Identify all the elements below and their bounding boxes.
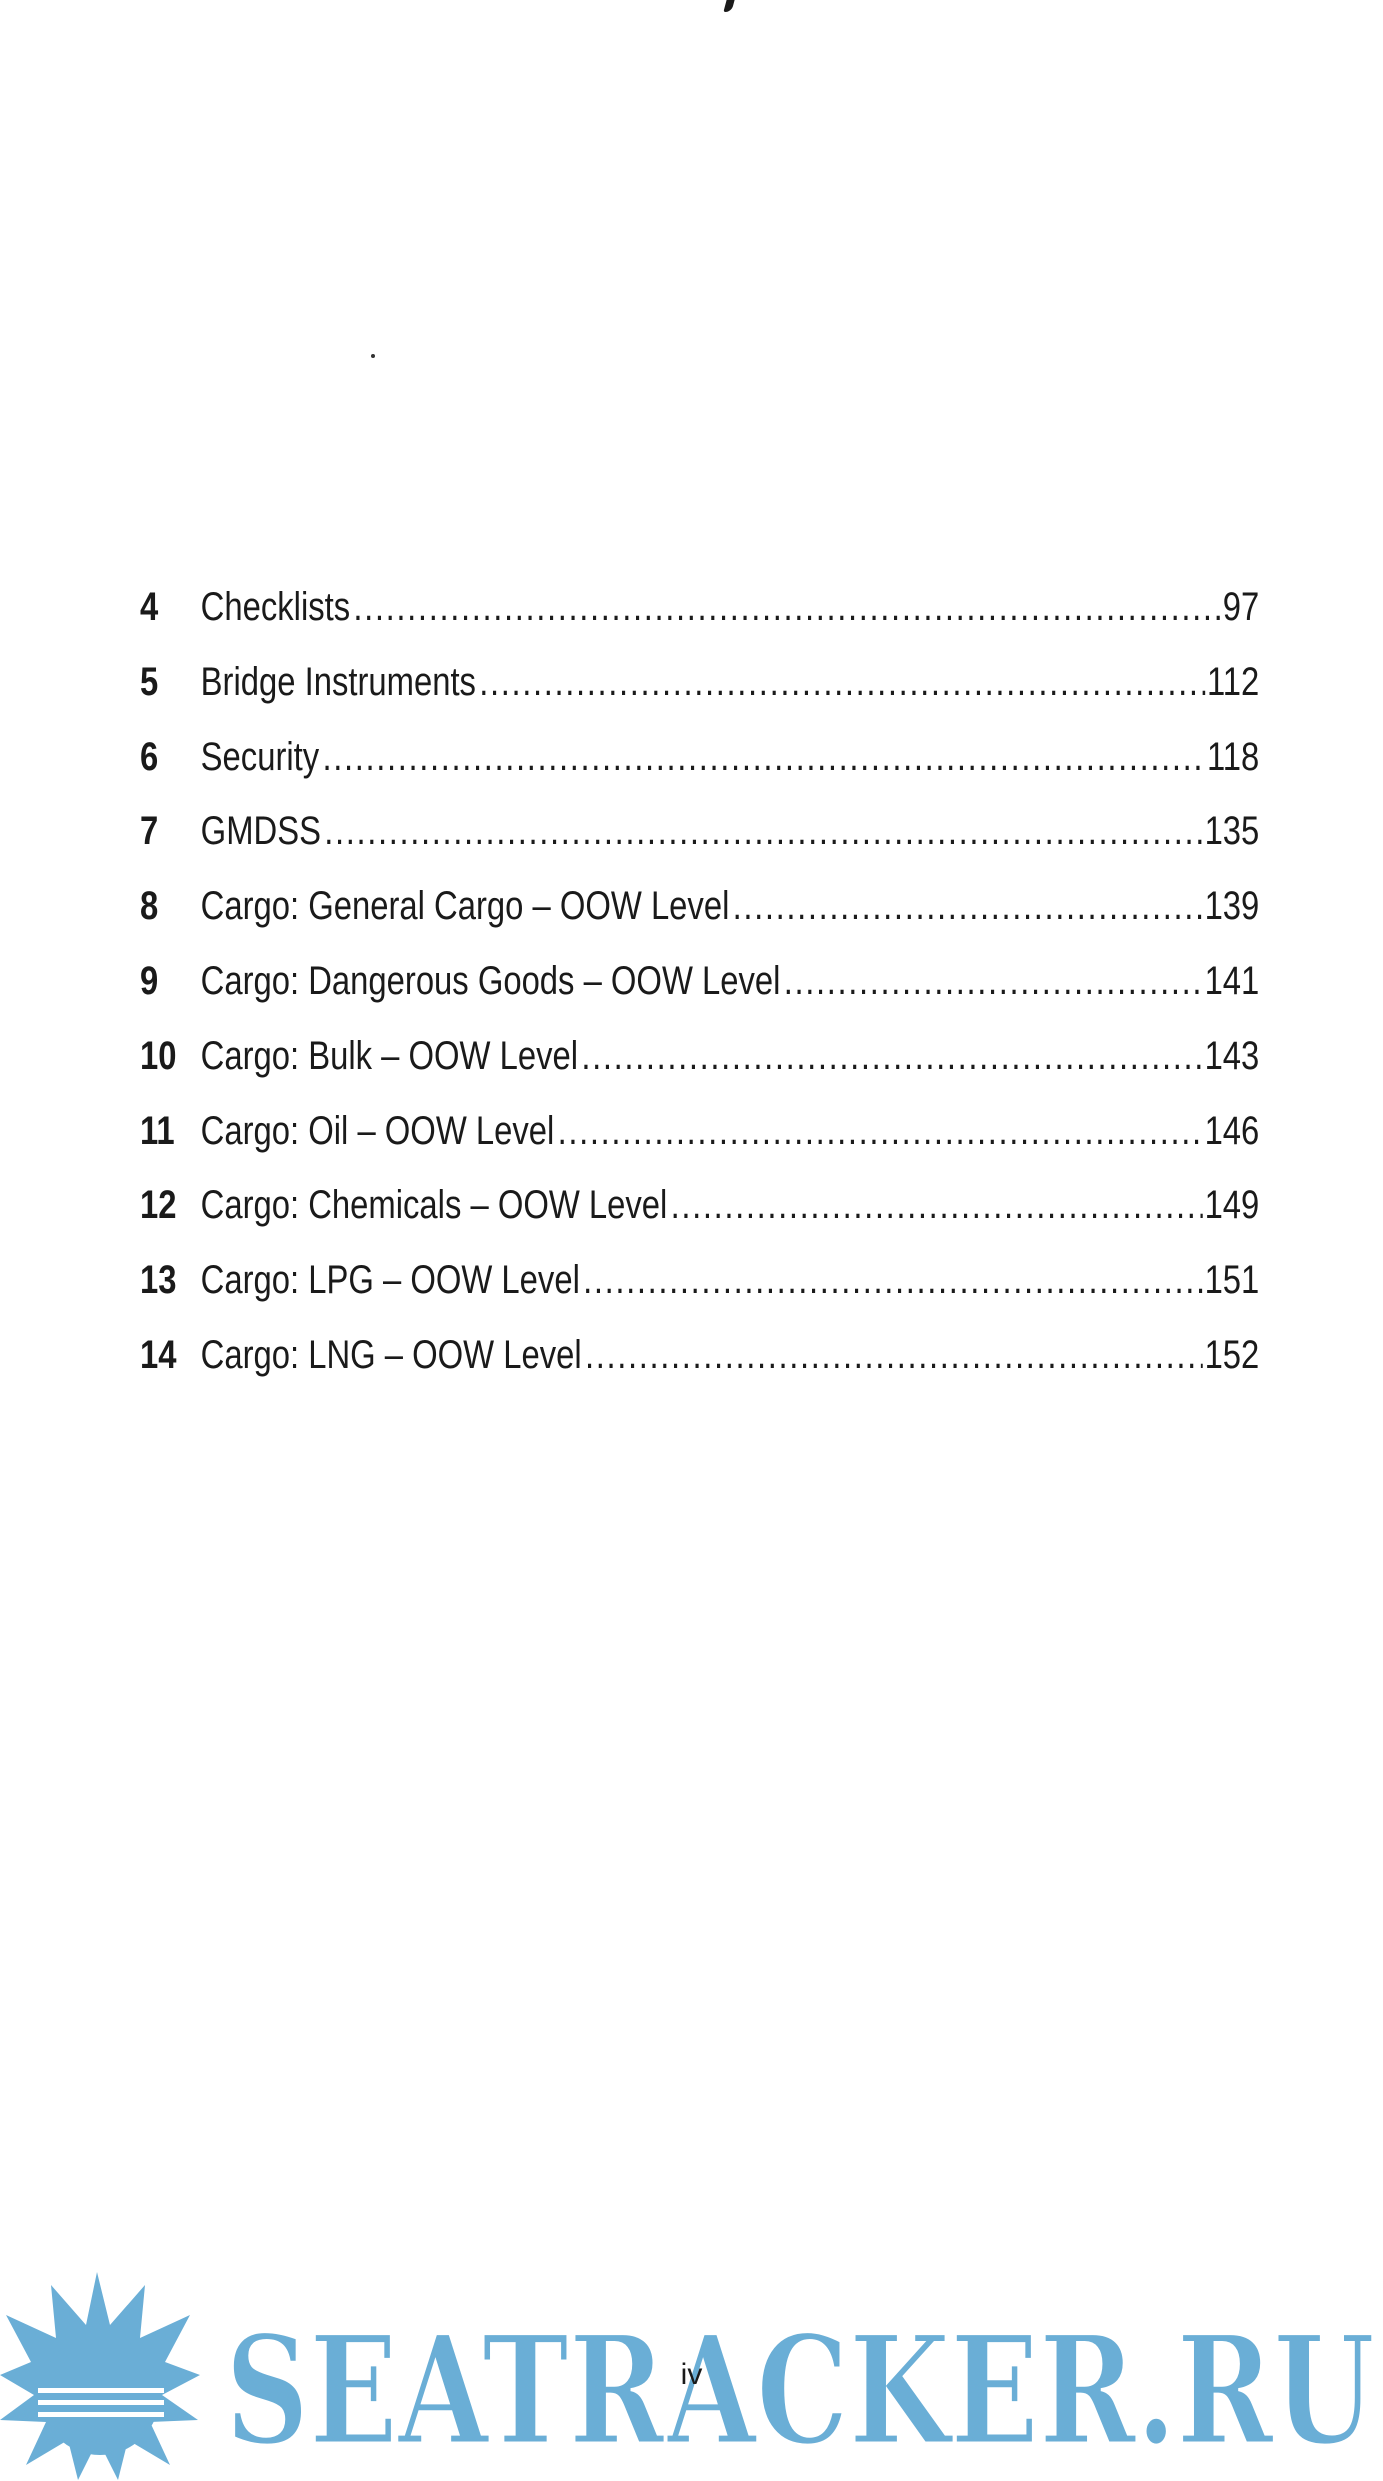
toc-entry[interactable] bbox=[140, 720, 1259, 795]
dot-leader bbox=[479, 645, 1205, 720]
dot-leader bbox=[583, 1243, 1203, 1318]
dot-leader bbox=[581, 1019, 1203, 1094]
dot-leader bbox=[784, 944, 1203, 1019]
dot-leader bbox=[353, 570, 1221, 645]
toc-entry-number: 4 bbox=[140, 585, 159, 629]
toc-entry[interactable] bbox=[140, 1243, 1259, 1318]
toc-entry[interactable] bbox=[140, 645, 1259, 720]
watermark-text: SEATRACKER.RU bbox=[225, 2303, 1375, 2479]
toc-entry-title: Cargo: Dangerous Goods – OOW Level bbox=[200, 958, 781, 1003]
toc-entry-number: 9 bbox=[140, 958, 159, 1003]
toc-entry[interactable] bbox=[140, 944, 1259, 1019]
toc-entry-number: 7 bbox=[140, 809, 159, 854]
toc-entry[interactable] bbox=[140, 1094, 1259, 1169]
dot-leader bbox=[733, 869, 1203, 944]
toc-entry-number: 10 bbox=[140, 1033, 177, 1078]
toc-entry-title: Cargo: Chemicals – OOW Level bbox=[200, 1183, 668, 1228]
toc-entry-page: 152 bbox=[1204, 1332, 1260, 1377]
toc-entry-number: 6 bbox=[140, 734, 159, 779]
toc-entry-title: Cargo: LNG – OOW Level bbox=[200, 1332, 582, 1377]
dot-leader bbox=[671, 1168, 1203, 1243]
toc-entry-title: Checklists bbox=[200, 585, 351, 629]
toc-entry-title: Cargo: Oil – OOW Level bbox=[200, 1108, 555, 1153]
toc-entry-page: 135 bbox=[1204, 809, 1260, 854]
dot-leader bbox=[324, 794, 1203, 869]
toc-entry-page: 151 bbox=[1204, 1258, 1260, 1303]
toc-entry[interactable] bbox=[140, 794, 1259, 869]
toc-entry-number: 12 bbox=[140, 1183, 177, 1228]
toc-entry-title: Security bbox=[200, 734, 320, 779]
toc-entry[interactable] bbox=[140, 1168, 1259, 1243]
toc-entry-number: 11 bbox=[140, 1108, 175, 1153]
table-of-contents bbox=[140, 570, 1260, 1393]
toc-entry-title: Cargo: Bulk – OOW Level bbox=[200, 1033, 579, 1078]
toc-entry[interactable] bbox=[140, 869, 1259, 944]
toc-entry[interactable] bbox=[140, 570, 1259, 645]
toc-entry-title: Cargo: General Cargo – OOW Level bbox=[200, 884, 730, 929]
toc-entry-title: Bridge Instruments bbox=[200, 659, 476, 704]
toc-entry-number: 14 bbox=[140, 1332, 177, 1377]
toc-entry-page: 139 bbox=[1204, 884, 1260, 929]
toc-entry[interactable] bbox=[140, 1019, 1259, 1094]
page-number: iv bbox=[680, 2358, 703, 2391]
toc-entry-number: 8 bbox=[140, 884, 159, 929]
toc-entry-number: 13 bbox=[140, 1258, 177, 1303]
toc-entry-title: Cargo: LPG – OOW Level bbox=[200, 1258, 580, 1303]
toc-entry[interactable] bbox=[140, 1318, 1259, 1393]
top-comma-mark bbox=[723, 0, 734, 12]
stray-dot bbox=[371, 354, 375, 358]
toc-entry-page: 149 bbox=[1204, 1183, 1260, 1228]
dot-leader bbox=[322, 720, 1205, 795]
toc-entry-number: 5 bbox=[140, 659, 159, 704]
toc-entry-page: 118 bbox=[1206, 734, 1260, 779]
toc-entry-page: 143 bbox=[1204, 1033, 1260, 1078]
toc-entry-page: 97 bbox=[1222, 585, 1260, 629]
toc-entry-page: 112 bbox=[1206, 659, 1260, 704]
dot-leader bbox=[585, 1318, 1203, 1393]
dot-leader bbox=[558, 1094, 1203, 1169]
toc-entry-page: 141 bbox=[1204, 958, 1260, 1003]
toc-entry-page: 146 bbox=[1204, 1108, 1260, 1153]
toc-entry-title: GMDSS bbox=[200, 809, 321, 854]
